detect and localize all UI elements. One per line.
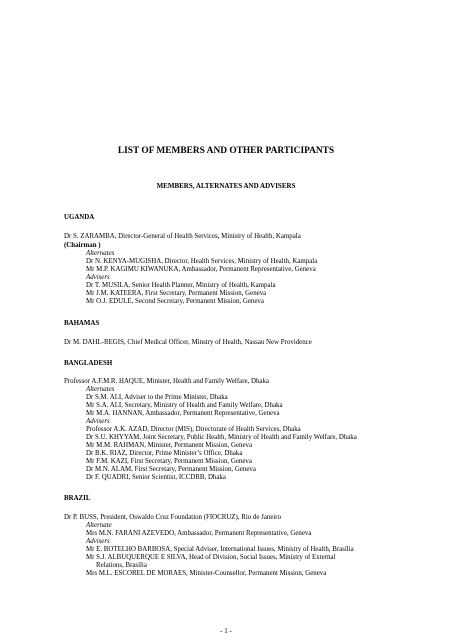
page-number: - 1 - xyxy=(220,627,232,635)
chairman-label: (Chairman ) xyxy=(64,242,101,249)
member-entry: Dr S.U. KHYYAM, Joint Secretary, Public Health, Ministry of Health and Family Welfare, Dhaka xyxy=(86,434,357,441)
member-head: Dr P. BUSS, President, Oswaldo Cruz Foundation (FIOCRUZ), Rio de Janeiro xyxy=(64,514,282,521)
role-label: Advisers xyxy=(86,418,110,425)
country-heading: BANGLADESH xyxy=(64,360,113,367)
section-subtitle: MEMBERS, ALTERNATES AND ADVISERS xyxy=(156,182,296,190)
member-entry-continuation: Relations, Brasília xyxy=(96,562,147,569)
member-entry: Professor A.K. AZAD, Director (MIS), Directorate of Health Services, Dhaka xyxy=(86,426,301,433)
country-heading: BRAZIL xyxy=(64,495,91,502)
member-entry: Mrs M.L. ESCOREL DE MORAES, Minister-Counsellor, Permanent Mission, Geneva xyxy=(86,570,327,577)
member-entry: Dr T. MUSILA, Senior Health Planner, Ministry of Health, Kampala xyxy=(86,282,276,289)
country-heading: UGANDA xyxy=(64,214,95,221)
member-entry: Mr O.J. EDULE, Second Secretary, Permanent Mission, Geneva xyxy=(86,298,264,305)
member-entry: Mr S.J. ALBUQUERQUE E SILVA, Head of Division, Social Issues, Ministry of External xyxy=(86,554,336,561)
member-entry: Dr N. KENYA-MUGISHA, Director, Health Services, Ministry of Health, Kampala xyxy=(86,258,318,265)
member-entry: Mr J.M. KATEERA, First Secretary, Permanent Mission, Geneva xyxy=(86,290,267,297)
role-label: Alternate xyxy=(86,522,112,529)
member-entry: Mr M.A. HANNAN, Ambassador, Permanent Representative, Geneva xyxy=(86,410,280,417)
member-head: Dr M. DAHL-REGIS, Chief Medical Officer, Minstry of Health, Nassau New Providence xyxy=(64,339,312,346)
role-label: Alternates xyxy=(86,250,115,257)
role-label: Advisers xyxy=(86,274,110,281)
member-entry: Mr S.A. ALI, Secretary, Ministry of Health and Family Welfare, Dhaka xyxy=(86,402,283,409)
member-entry: Dr M.N. ALAM, First Secretary, Permanent Mission, Geneva xyxy=(86,466,256,473)
member-head: Dr S. ZARAMBA, Director-General of Health Services, Ministry of Health, Kampala xyxy=(64,233,301,240)
member-head: Professor A.F.M.R. HAQUE, Minister, Health and Family Welfare, Dhaka xyxy=(64,378,269,385)
member-entry: Mr F.M. KAZI, First Secretary, Permanent Mission, Geneva xyxy=(86,458,252,465)
member-entry: Mr M.P. KAGIMU KIWANUKA, Ambassador, Permanent Representative, Geneva xyxy=(86,266,316,273)
member-entry: Dr B.K. RIAZ, Director, Prime Minister’s Office, Dhaka xyxy=(86,450,243,457)
role-label: Advisers xyxy=(86,538,110,545)
member-entry: Dr F. QUADRI, Senior Scientist, ICCDRB, Dhaka xyxy=(86,474,226,481)
member-entry: Dr S.M. ALI, Adviser to the Prime Minister, Dhaka xyxy=(86,394,228,401)
page-title: LIST OF MEMBERS AND OTHER PARTICIPANTS xyxy=(117,146,335,156)
role-label: Alternates xyxy=(86,386,115,393)
country-heading: BAHAMAS xyxy=(64,320,100,327)
member-entry: Mrs M.N. FARANI AZEVEDO, Ambassador, Permanent Representative, Geneva xyxy=(86,530,312,537)
member-entry: Mr E. BOTELHO BARBOSA, Special Adviser, International Issues, Ministry of Health, Brasília xyxy=(86,546,354,553)
member-entry: Mr M.M. RAHMAN, Minister, Permanent Mission, Geneva xyxy=(86,442,253,449)
